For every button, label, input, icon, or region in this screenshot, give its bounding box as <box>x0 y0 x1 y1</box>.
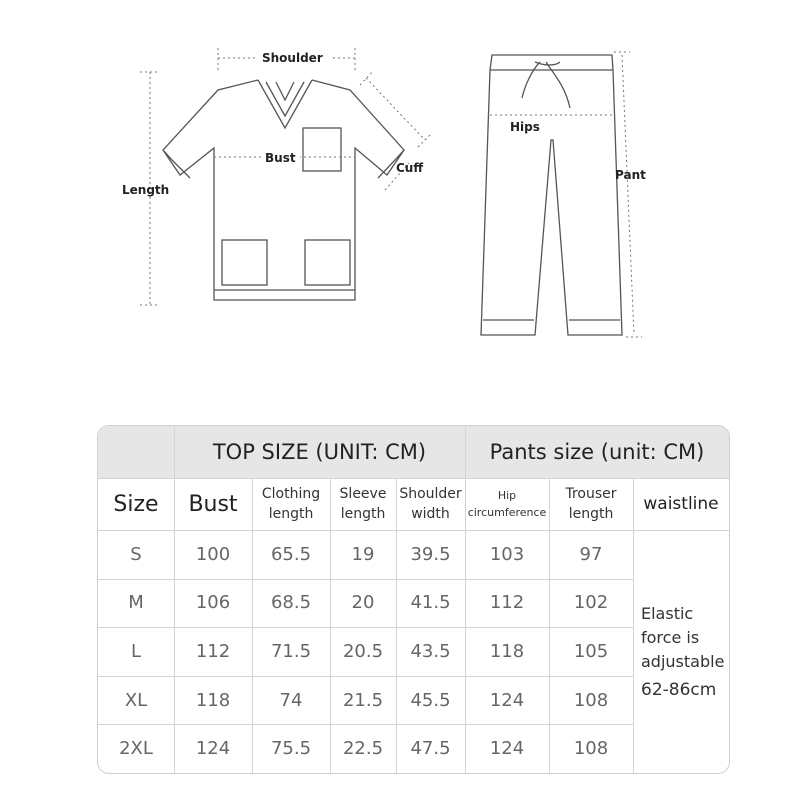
cell-shoulder-width: 41.5 <box>410 592 451 614</box>
cell-hip: 118 <box>489 640 525 662</box>
waist-note-line4: 62-86cm <box>641 679 717 700</box>
corner-cell <box>98 426 174 478</box>
cell-bust: 100 <box>195 543 231 565</box>
cell-trouser-length: 108 <box>573 689 609 711</box>
waist-note-line3: adjustable <box>641 651 725 671</box>
waist-note-line1: Elastic <box>641 603 694 623</box>
cell-clothing-length: 68.5 <box>270 592 312 614</box>
label-hips: Hips <box>510 120 540 134</box>
top-shirt-outline <box>163 80 404 300</box>
cell-clothing-length: 71.5 <box>270 640 312 662</box>
label-shoulder: Shoulder <box>262 51 323 65</box>
cell-bust: 106 <box>195 592 231 614</box>
cell-shoulder-width: 39.5 <box>410 543 451 565</box>
cell-shoulder-width: 47.5 <box>410 738 451 760</box>
label-length: Length <box>122 183 170 197</box>
top-size-header: TOP SIZE (UNIT: CM) <box>174 426 465 478</box>
cell-bust: 124 <box>195 738 231 760</box>
cell-sleeve-length: 21.5 <box>342 689 384 711</box>
cell-size: M <box>128 592 144 614</box>
cell-sleeve-length: 20 <box>351 592 375 614</box>
cell-hip: 124 <box>489 738 525 760</box>
cell-hip: 103 <box>489 543 525 565</box>
cell-size: XL <box>124 689 148 711</box>
col-sleeve-length-header: Sleeve length <box>339 486 387 522</box>
col-hip-header: Hip circumference <box>467 489 547 519</box>
size-chart-table <box>97 425 730 774</box>
col-shoulder-width-header: Shoulder width <box>399 486 462 522</box>
pants-outline <box>481 55 622 335</box>
cell-size: 2XL <box>119 738 153 760</box>
cell-sleeve-length: 20.5 <box>342 640 384 662</box>
cell-trouser-length: 102 <box>573 592 609 614</box>
col-size-header: Size <box>113 491 159 517</box>
cell-shoulder-width: 43.5 <box>410 640 451 662</box>
cell-trouser-length: 105 <box>573 640 609 662</box>
label-bust: Bust <box>265 151 296 165</box>
cell-trouser-length: 108 <box>573 738 609 760</box>
label-pant: Pant <box>615 168 646 182</box>
col-bust-header: Bust <box>188 491 238 517</box>
pants-size-header: Pants size (unit: CM) <box>465 426 729 478</box>
cell-trouser-length: 97 <box>579 543 603 565</box>
cell-size: L <box>130 640 142 662</box>
cell-hip: 112 <box>489 592 525 614</box>
cell-bust: 112 <box>195 640 231 662</box>
cell-clothing-length: 75.5 <box>270 738 312 760</box>
cell-size: S <box>130 543 142 565</box>
cell-clothing-length: 65.5 <box>270 543 312 565</box>
waist-note-line2: force is <box>641 627 700 647</box>
label-cuff: Cuff <box>396 161 424 175</box>
col-waistline-header: waistline <box>643 494 719 514</box>
cell-sleeve-length: 22.5 <box>342 738 384 760</box>
cell-clothing-length: 74 <box>279 689 303 711</box>
waistline-note <box>633 530 729 773</box>
cell-sleeve-length: 19 <box>351 543 375 565</box>
cell-hip: 124 <box>489 689 525 711</box>
col-trouser-length-header: Trouser length <box>565 486 617 522</box>
col-clothing-length-header: Clothing length <box>261 486 321 522</box>
cell-bust: 118 <box>195 689 231 711</box>
cell-shoulder-width: 45.5 <box>410 689 451 711</box>
